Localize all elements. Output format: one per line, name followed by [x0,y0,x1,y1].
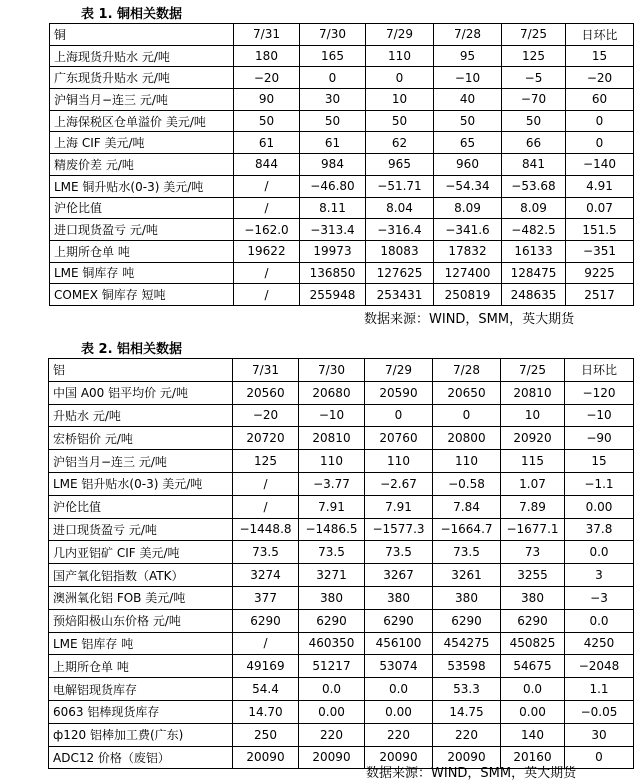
value-cell: 20810 [299,427,365,450]
value-cell: −3.77 [299,472,365,495]
value-cell: 20090 [233,746,299,769]
table-row [49,632,634,655]
value-cell: 0.0 [299,678,365,701]
value-cell: 454275 [433,632,501,655]
value-cell: 60 [566,89,634,111]
value-cell: 49169 [233,655,299,678]
table-row [50,89,634,111]
value-cell: 0 [566,132,634,154]
row-label-cell: 精废价差 元/吨 [50,154,234,176]
value-cell: / [233,472,299,495]
value-cell: 73.5 [433,541,501,564]
table-row [49,518,634,541]
header-cell: 7/25 [501,359,565,382]
header-cell: 7/28 [434,24,502,46]
value-cell: −1677.1 [501,518,565,541]
row-label-cell: 沪铝当月−连三 元/吨 [49,450,233,473]
value-cell: 140 [501,723,565,746]
value-cell: 0.0 [565,541,634,564]
value-cell: 20090 [365,746,433,769]
value-cell: 2517 [566,284,634,306]
value-cell: 960 [434,154,502,176]
value-cell: 30 [565,723,634,746]
value-cell: 20680 [299,381,365,404]
value-cell: 90 [234,89,300,111]
table2-source: 数据来源：WIND，SMM，英大期货 [366,766,577,781]
value-cell: 37.8 [565,518,634,541]
value-cell: 380 [433,586,501,609]
row-label-cell: 上海 CIF 美元/吨 [50,132,234,154]
row-label-cell: 升贴水 元/吨 [49,404,233,427]
value-cell: 53074 [365,655,433,678]
value-cell: −1448.8 [233,518,299,541]
aluminum-data-table [48,358,634,769]
table-header-row [50,24,634,46]
value-cell: 127625 [366,262,434,284]
value-cell: 4250 [565,632,634,655]
value-cell: 54675 [501,655,565,678]
value-cell: 136850 [300,262,366,284]
table-row [49,541,634,564]
value-cell: / [233,632,299,655]
value-cell: 61 [234,132,300,154]
value-cell: −162.0 [234,219,300,241]
value-cell: −120 [565,381,634,404]
table-row [50,175,634,197]
value-cell: 0 [566,110,634,132]
value-cell: 66 [502,132,566,154]
row-label-cell: 几内亚铝矿 CIF 美元/吨 [49,541,233,564]
value-cell: 1.07 [501,472,565,495]
value-cell: 3255 [501,564,565,587]
row-label-cell: 沪伦比值 [49,495,233,518]
row-label-cell: COMEX 铜库存 短吨 [50,284,234,306]
value-cell: −70 [502,89,566,111]
header-cell: 7/31 [233,359,299,382]
value-cell: 65 [434,132,502,154]
row-label-cell: 上海保税区仓单溢价 美元/吨 [50,110,234,132]
value-cell: 8.04 [366,197,434,219]
table-row [49,586,634,609]
value-cell: 7.91 [365,495,433,518]
value-cell: 51217 [299,655,365,678]
value-cell: 20720 [233,427,299,450]
row-label-cell: 宏桥铝价 元/吨 [49,427,233,450]
value-cell: 965 [366,154,434,176]
value-cell: 18083 [366,240,434,262]
value-cell: 17832 [434,240,502,262]
table-row [50,110,634,132]
row-label-cell: 电解铝现货库存 [49,678,233,701]
header-cell: 7/30 [299,359,365,382]
value-cell: 19973 [300,240,366,262]
value-cell: 20560 [233,381,299,404]
row-label-cell: 澳洲氧化铝 FOB 美元/吨 [49,586,233,609]
value-cell: 50 [300,110,366,132]
value-cell: 53598 [433,655,501,678]
value-cell: −0.58 [433,472,501,495]
value-cell: 248635 [502,284,566,306]
header-cell: 7/28 [433,359,501,382]
value-cell: 19622 [234,240,300,262]
row-label-cell: 上期所仓单 吨 [50,240,234,262]
value-cell: 3271 [299,564,365,587]
value-cell: 54.4 [233,678,299,701]
value-cell: 50 [366,110,434,132]
value-cell: −53.68 [502,175,566,197]
value-cell: 0.00 [365,700,433,723]
value-cell: 6290 [433,609,501,632]
value-cell: −2.67 [365,472,433,495]
value-cell: −1664.7 [433,518,501,541]
value-cell: −90 [565,427,634,450]
row-label-cell: LME 铜升贴水(0-3) 美元/吨 [50,175,234,197]
value-cell: 0.00 [565,495,634,518]
table-row [49,427,634,450]
table2-caption: 表 2. 铝相关数据 [81,342,183,357]
value-cell: 6290 [233,609,299,632]
table-row [49,450,634,473]
value-cell: −1486.5 [299,518,365,541]
value-cell: 380 [299,586,365,609]
copper-data-table [49,23,634,306]
table-row [50,262,634,284]
table-row [49,472,634,495]
value-cell: 8.09 [502,197,566,219]
value-cell: 15 [565,450,634,473]
value-cell: 3 [565,564,634,587]
value-cell: 4.91 [566,175,634,197]
table-row [49,678,634,701]
value-cell: 3274 [233,564,299,587]
header-cell: 日环比 [566,24,634,46]
value-cell: 255948 [300,284,366,306]
value-cell: −10 [299,404,365,427]
value-cell: / [234,175,300,197]
value-cell: 73.5 [233,541,299,564]
value-cell: 450825 [501,632,565,655]
row-label-cell: ф120 铝棒加工费(广东) [49,723,233,746]
table-row [49,723,634,746]
value-cell: 0 [433,404,501,427]
value-cell: 456100 [365,632,433,655]
value-cell: 20090 [433,746,501,769]
value-cell: 380 [501,586,565,609]
value-cell: 30 [300,89,366,111]
table-row [50,284,634,306]
value-cell: −51.71 [366,175,434,197]
table-row [50,219,634,241]
row-label-cell: 预焙阳极山东价格 元/吨 [49,609,233,632]
value-cell: 220 [299,723,365,746]
value-cell: 6290 [299,609,365,632]
value-cell: −1577.3 [365,518,433,541]
value-cell: 10 [366,89,434,111]
value-cell: 62 [366,132,434,154]
header-cell: 7/31 [234,24,300,46]
table-row [49,609,634,632]
value-cell: 0.0 [565,609,634,632]
header-cell: 7/25 [502,24,566,46]
value-cell: 20920 [501,427,565,450]
value-cell: 10 [501,404,565,427]
table1-source: 数据来源：WIND，SMM，英大期货 [364,312,575,327]
value-cell: −351 [566,240,634,262]
row-label-cell: LME 铝库存 吨 [49,632,233,655]
value-cell: 220 [365,723,433,746]
row-label-cell: 上海现货升贴水 元/吨 [50,45,234,67]
table-row [49,700,634,723]
row-label-cell: 国产氧化铝指数（ATK） [49,564,233,587]
value-cell: −20 [566,67,634,89]
value-cell: 3261 [433,564,501,587]
value-cell: 128475 [502,262,566,284]
value-cell: −46.80 [300,175,366,197]
value-cell: −1.1 [565,472,634,495]
value-cell: −20 [234,67,300,89]
value-cell: / [234,284,300,306]
value-cell: 110 [433,450,501,473]
value-cell: −0.05 [565,700,634,723]
value-cell: 0 [365,404,433,427]
value-cell: 20760 [365,427,433,450]
value-cell: 6290 [501,609,565,632]
value-cell: 380 [365,586,433,609]
value-cell: 110 [365,450,433,473]
value-cell: 250819 [434,284,502,306]
value-cell: 250 [233,723,299,746]
value-cell: −313.4 [300,219,366,241]
value-cell: −140 [566,154,634,176]
row-label-cell: 沪伦比值 [50,197,234,219]
value-cell: 50 [434,110,502,132]
value-cell: 50 [502,110,566,132]
value-cell: 125 [502,45,566,67]
row-label-cell: LME 铝升贴水(0-3) 美元/吨 [49,472,233,495]
value-cell: 0 [300,67,366,89]
value-cell: −10 [565,404,634,427]
value-cell: 73.5 [365,541,433,564]
value-cell: 16133 [502,240,566,262]
value-cell: 127400 [434,262,502,284]
row-label-cell: 6063 铝棒现货库存 [49,700,233,723]
row-label-cell: 进口现货盈亏 元/吨 [49,518,233,541]
value-cell: 377 [233,586,299,609]
table-row [49,381,634,404]
table-row [49,655,634,678]
value-cell: 0 [366,67,434,89]
value-cell: 0.00 [299,700,365,723]
value-cell: 253431 [366,284,434,306]
table-row [50,132,634,154]
value-cell: 9225 [566,262,634,284]
value-cell: 73.5 [299,541,365,564]
table-row [49,404,634,427]
value-cell: 125 [233,450,299,473]
value-cell: 20090 [299,746,365,769]
table1-caption: 表 1. 铜相关数据 [81,7,183,22]
value-cell: 165 [300,45,366,67]
value-cell: −482.5 [502,219,566,241]
value-cell: 7.89 [501,495,565,518]
value-cell: 3267 [365,564,433,587]
value-cell: 0 [565,746,634,769]
row-label-cell: 沪铜当月−连三 元/吨 [50,89,234,111]
value-cell: / [233,495,299,518]
row-label-cell: ADC12 价格（废铝） [49,746,233,769]
header-cell: 7/30 [300,24,366,46]
value-cell: 8.11 [300,197,366,219]
value-cell: 40 [434,89,502,111]
value-cell: 20650 [433,381,501,404]
row-label-cell: 广东现货升贴水 元/吨 [50,67,234,89]
value-cell: −3 [565,586,634,609]
value-cell: 841 [502,154,566,176]
value-cell: 8.09 [434,197,502,219]
value-cell: 50 [234,110,300,132]
value-cell: −2048 [565,655,634,678]
value-cell: −316.4 [366,219,434,241]
value-cell: 110 [299,450,365,473]
row-label-cell: 中国 A00 铝平均价 元/吨 [49,381,233,404]
value-cell: −20 [233,404,299,427]
value-cell: 53.3 [433,678,501,701]
table-row [50,45,634,67]
row-label-cell: LME 铜库存 吨 [50,262,234,284]
table-row [49,564,634,587]
value-cell: 0.07 [566,197,634,219]
header-cell: 7/29 [366,24,434,46]
value-cell: 115 [501,450,565,473]
value-cell: 73 [501,541,565,564]
table-row [50,67,634,89]
value-cell: −5 [502,67,566,89]
value-cell: 20800 [433,427,501,450]
value-cell: 20810 [501,381,565,404]
row-label-cell: 进口现货盈亏 元/吨 [50,219,234,241]
value-cell: 7.91 [299,495,365,518]
header-cell: 铜 [50,24,234,46]
value-cell: 1.1 [565,678,634,701]
value-cell: / [234,197,300,219]
header-cell: 7/29 [365,359,433,382]
row-label-cell: 上期所仓单 吨 [49,655,233,678]
value-cell: 61 [300,132,366,154]
value-cell: 0.00 [501,700,565,723]
header-cell: 铝 [49,359,233,382]
value-cell: 180 [234,45,300,67]
table-row [49,495,634,518]
value-cell: 844 [234,154,300,176]
table-row [50,154,634,176]
value-cell: 15 [566,45,634,67]
value-cell: 110 [366,45,434,67]
value-cell: 6290 [365,609,433,632]
value-cell: 95 [434,45,502,67]
table-row [50,197,634,219]
table-header-row [49,359,634,382]
value-cell: 0.0 [501,678,565,701]
value-cell: 151.5 [566,219,634,241]
value-cell: 460350 [299,632,365,655]
value-cell: 0.0 [365,678,433,701]
value-cell: 20590 [365,381,433,404]
value-cell: −54.34 [434,175,502,197]
value-cell: 220 [433,723,501,746]
value-cell: / [234,262,300,284]
value-cell: 7.84 [433,495,501,518]
table-row [50,240,634,262]
value-cell: 20160 [501,746,565,769]
header-cell: 日环比 [565,359,634,382]
value-cell: −10 [434,67,502,89]
value-cell: 14.75 [433,700,501,723]
value-cell: 984 [300,154,366,176]
value-cell: −341.6 [434,219,502,241]
value-cell: 14.70 [233,700,299,723]
